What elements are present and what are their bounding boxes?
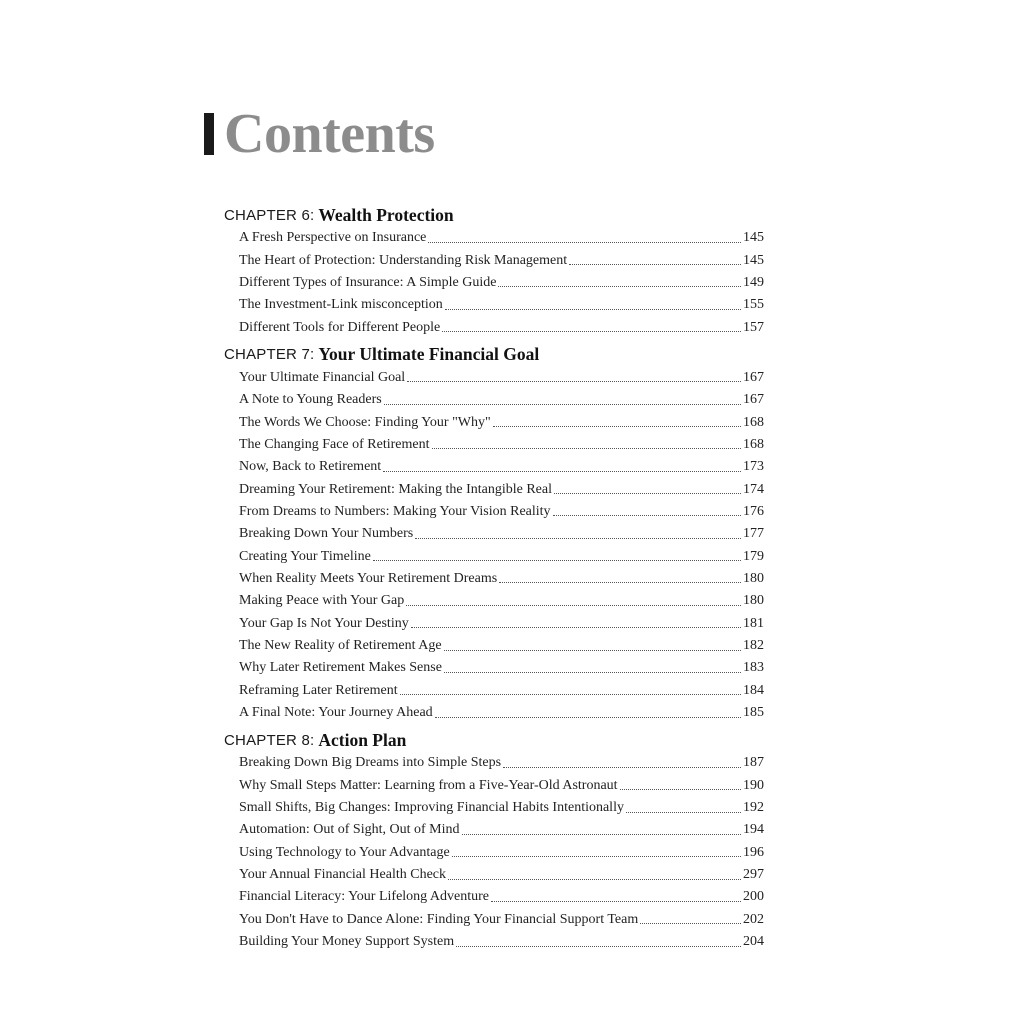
toc-entry-title: The Investment-Link misconception [239, 297, 443, 313]
toc-entry-title: The Words We Choose: Finding Your "Why" [239, 414, 491, 430]
toc-entry [224, 819, 764, 841]
dot-leader [428, 242, 741, 243]
toc-entry [224, 752, 764, 774]
dot-leader [406, 605, 741, 606]
dot-leader [432, 448, 742, 449]
toc-page-number: 173 [743, 459, 764, 475]
toc-entry-title: From Dreams to Numbers: Making Your Vision Reality [239, 503, 551, 519]
dot-leader [456, 946, 741, 947]
dot-leader [415, 538, 741, 539]
toc-page-number: 190 [743, 777, 764, 793]
dot-leader [503, 767, 741, 768]
toc-page-number: 180 [743, 593, 764, 609]
dot-leader [411, 627, 741, 628]
dot-leader [553, 515, 741, 516]
toc-entry [224, 545, 764, 567]
toc-page-number: 185 [743, 705, 764, 721]
toc-entry [224, 931, 764, 953]
toc-entry [224, 434, 764, 456]
toc-entry [224, 635, 764, 657]
chapter-section [224, 343, 764, 725]
chapter-label: CHAPTER 6: [224, 206, 315, 224]
toc-entry [224, 657, 764, 679]
chapter-title: Wealth Protection [318, 204, 454, 225]
toc-page-number: 202 [743, 911, 764, 927]
toc-page-number: 155 [743, 297, 764, 313]
toc-entry-title: You Don't Have to Dance Alone: Finding Your Financial Support Team [239, 911, 639, 927]
toc-page-number: 184 [743, 682, 764, 698]
toc-entry-title: The New Reality of Retirement Age [239, 638, 442, 654]
toc-page-number: 200 [743, 889, 764, 905]
toc-entry-title: Creating Your Timeline [239, 548, 371, 564]
toc-page-number: 192 [743, 800, 764, 816]
toc-entry-title: Your Ultimate Financial Goal [239, 369, 406, 385]
dot-leader [384, 404, 741, 405]
toc-entry-title: Financial Literacy: Your Lifelong Adventure [239, 889, 489, 905]
toc-entry [224, 249, 764, 271]
toc-entry [224, 294, 764, 316]
toc-entry-title: The Changing Face of Retirement [239, 436, 430, 452]
chapter-title: Action Plan [318, 729, 407, 750]
toc-entry [224, 411, 764, 433]
dot-leader [491, 901, 741, 902]
toc-entry-title: Your Gap Is Not Your Destiny [239, 615, 409, 631]
dot-leader [445, 309, 741, 310]
toc-page-number: 196 [743, 844, 764, 860]
dot-leader [442, 331, 741, 332]
toc-entry-title: Your Annual Financial Health Check [239, 867, 446, 883]
toc-page-number: 179 [743, 548, 764, 564]
dot-leader [448, 879, 741, 880]
toc-page-number: 182 [743, 638, 764, 654]
toc-page-number: 168 [743, 436, 764, 452]
dot-leader [569, 264, 741, 265]
toc-entry [224, 775, 764, 797]
toc-page-number: 181 [743, 615, 764, 631]
toc-entry-title: Now, Back to Retirement [239, 459, 382, 475]
dot-leader [383, 471, 741, 472]
toc-entry [224, 367, 764, 389]
toc-entry-title: Dreaming Your Retirement: Making the Intangible Real [239, 481, 552, 497]
dot-leader [435, 717, 741, 718]
page-title: Contents [224, 103, 435, 165]
dot-leader [444, 650, 741, 651]
toc-page-number: 145 [743, 252, 764, 268]
dot-leader [620, 789, 741, 790]
toc-entry-title: Automation: Out of Sight, Out of Mind [239, 822, 460, 838]
toc-entry [224, 456, 764, 478]
chapter-label: CHAPTER 7: [224, 346, 315, 364]
toc-entry [224, 590, 764, 612]
toc-entry [224, 864, 764, 886]
toc-entry-title: Why Later Retirement Makes Sense [239, 660, 442, 676]
dot-leader [493, 426, 741, 427]
chapter-heading [224, 203, 764, 227]
toc-entry [224, 702, 764, 724]
chapter-section [224, 728, 764, 953]
contents-heading [204, 104, 435, 164]
toc-entry-title: Different Tools for Different People [239, 319, 441, 335]
toc-entry [224, 523, 764, 545]
toc-entry [224, 909, 764, 931]
toc-entry-title: Using Technology to Your Advantage [239, 844, 450, 860]
toc-entry-title: A Note to Young Readers [239, 392, 382, 408]
dot-leader [626, 812, 741, 813]
chapter-section [224, 203, 764, 339]
toc-entry-title: Making Peace with Your Gap [239, 593, 405, 609]
toc-entry-title: Breaking Down Your Numbers [239, 526, 414, 542]
dot-leader [554, 493, 741, 494]
toc-page-number: 167 [743, 392, 764, 408]
toc-entry-title: Building Your Money Support System [239, 934, 455, 950]
toc-entry-title: When Reality Meets Your Retirement Dreams [239, 570, 498, 586]
chapter-title: Your Ultimate Financial Goal [318, 344, 540, 365]
toc-entry [224, 478, 764, 500]
chapter-label: CHAPTER 8: [224, 731, 315, 749]
toc-entry-title: Breaking Down Big Dreams into Simple Steps [239, 755, 502, 771]
toc-page-number: 149 [743, 274, 764, 290]
toc-page-number: 194 [743, 822, 764, 838]
dot-leader [373, 560, 741, 561]
dot-leader [444, 672, 741, 673]
heading-accent-bar [204, 113, 214, 155]
toc-page-number: 187 [743, 755, 764, 771]
toc-entry-title: A Final Note: Your Journey Ahead [239, 705, 433, 721]
toc-entry [224, 886, 764, 908]
toc-page-number: 168 [743, 414, 764, 430]
toc-entry [224, 568, 764, 590]
toc-entry [224, 389, 764, 411]
toc-entry-title: Small Shifts, Big Changes: Improving Financial Habits Intentionally [239, 800, 624, 816]
toc-entry [224, 316, 764, 338]
toc-entry [224, 272, 764, 294]
toc-page-number: 174 [743, 481, 764, 497]
toc-entry-title: Different Types of Insurance: A Simple Guide [239, 274, 497, 290]
toc-page-number: 145 [743, 230, 764, 246]
dot-leader [407, 381, 741, 382]
dot-leader [498, 286, 741, 287]
toc-entry [224, 797, 764, 819]
toc-entry [224, 613, 764, 635]
toc-entry [224, 227, 764, 249]
toc-entry-title: Why Small Steps Matter: Learning from a Five-Year-Old Astronaut [239, 777, 618, 793]
chapter-heading [224, 728, 764, 752]
toc-page-number: 167 [743, 369, 764, 385]
dot-leader [452, 856, 741, 857]
toc-page-number: 177 [743, 526, 764, 542]
toc-entry-title: A Fresh Perspective on Insurance [239, 230, 427, 246]
toc-page-number: 180 [743, 570, 764, 586]
toc-page-number: 297 [743, 867, 764, 883]
table-of-contents [224, 203, 764, 953]
toc-entry-title: Reframing Later Retirement [239, 682, 398, 698]
toc-page-number: 183 [743, 660, 764, 676]
dot-leader [400, 694, 741, 695]
dot-leader [499, 582, 741, 583]
toc-page-number: 157 [743, 319, 764, 335]
toc-page-number: 204 [743, 934, 764, 950]
dot-leader [462, 834, 742, 835]
toc-entry-title: The Heart of Protection: Understanding Risk Management [239, 252, 568, 268]
chapter-heading [224, 343, 764, 367]
toc-entry [224, 680, 764, 702]
toc-page-number: 176 [743, 503, 764, 519]
toc-entry [224, 501, 764, 523]
dot-leader [640, 923, 741, 924]
toc-entry [224, 842, 764, 864]
